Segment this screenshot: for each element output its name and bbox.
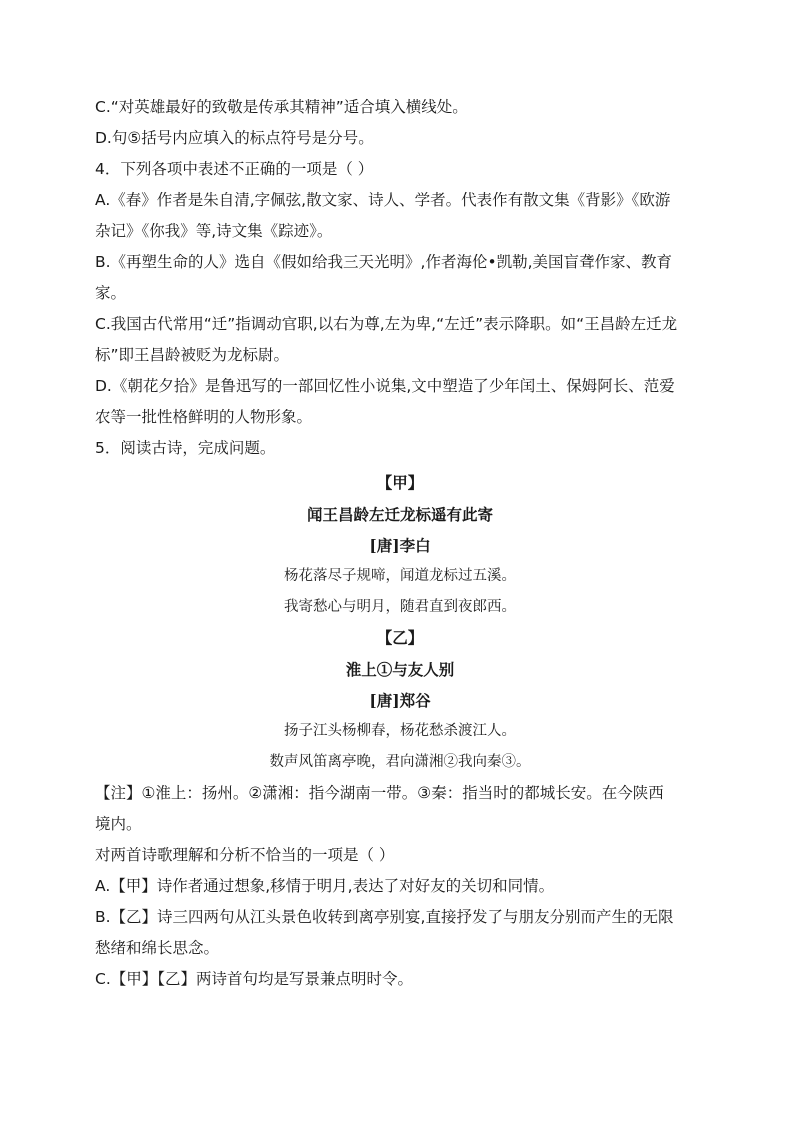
poem-1-author: [唐]李白 bbox=[369, 536, 431, 555]
q4-option-b-line1: B.《再塑生命的人》选自《假如给我三天光明》,作者海伦•凯勒,美国盲聋作家、教育 bbox=[95, 253, 673, 271]
q4-option-d-line1: D.《朝花夕拾》是鲁迅写的一部回忆性小说集,文中塑造了少年闰土、保姆阿长、范爱 bbox=[95, 377, 675, 395]
option-d-prev: D.句⑤括号内应填入的标点符号是分号。 bbox=[95, 129, 374, 147]
q5-option-c: C.【甲】【乙】两诗首句均是写景兼点明时令。 bbox=[95, 970, 414, 988]
question-5-stem: 5．阅读古诗，完成问题。 bbox=[95, 439, 276, 457]
q4-option-d-line2: 农等一批性格鲜明的人物形象。 bbox=[95, 408, 313, 426]
poem-note-line1: 【注】①淮上：扬州。②潇湘：指今湖南一带。③秦：指当时的都城长安。在今陕西 bbox=[95, 784, 664, 802]
q5-sub-stem: 对两首诗歌理解和分析不恰当的一项是（ ） bbox=[95, 846, 395, 864]
poem-2-line-1: 扬子江头杨柳春，杨花愁杀渡江人。 bbox=[284, 723, 516, 739]
poem-1-line-2: 我寄愁心与明月，随君直到夜郎西。 bbox=[284, 599, 516, 615]
poem-2-title: 淮上①与友人别 bbox=[345, 660, 455, 679]
q5-option-b-line2: 愁绪和绵长思念。 bbox=[95, 939, 220, 957]
question-4-stem: 4．下列各项中表述不正确的一项是（ ） bbox=[95, 160, 374, 178]
poem-2-author: [唐]郑谷 bbox=[369, 691, 431, 710]
poem-1-line-1: 杨花落尽子规啼，闻道龙标过五溪。 bbox=[284, 568, 516, 584]
q4-option-a-line2: 杂记》《你我》等,诗文集《踪迹》。 bbox=[95, 222, 333, 240]
poem-1-title: 闻王昌龄左迁龙标遥有此寄 bbox=[306, 505, 493, 524]
q4-option-c-line1: C.我国古代常用“迁”指调动官职,以右为尊,左为卑,“左迁”表示降职。如“王昌龄左迁龙 bbox=[95, 315, 678, 333]
q4-option-b-line2: 家。 bbox=[95, 284, 127, 302]
q4-option-c-line2: 标”即王昌龄被贬为龙标尉。 bbox=[95, 346, 290, 364]
q4-option-a-line1: A.《春》作者是朱自清,字佩弦,散文家、诗人、学者。代表作有散文集《背影》《欧游 bbox=[95, 191, 671, 209]
poem-note-line2: 境内。 bbox=[95, 815, 142, 833]
poem-1-marker: 【甲】 bbox=[376, 474, 424, 492]
option-c-prev: C.“对英雄最好的致敬是传承其精神”适合填入横线处。 bbox=[95, 98, 468, 116]
poem-2-line-2: 数声风笛离亭晚，君向潇湘②我向秦③。 bbox=[269, 754, 531, 770]
poem-2-marker: 【乙】 bbox=[376, 629, 424, 647]
document-content bbox=[95, 92, 705, 995]
q5-option-b-line1: B.【乙】诗三四两句从江头景色收转到离亭别宴,直接抒发了与朋友分别而产生的无限 bbox=[95, 908, 674, 926]
q5-option-a: A.【甲】诗作者通过想象,移情于明月,表达了对好友的关切和同情。 bbox=[95, 877, 555, 895]
